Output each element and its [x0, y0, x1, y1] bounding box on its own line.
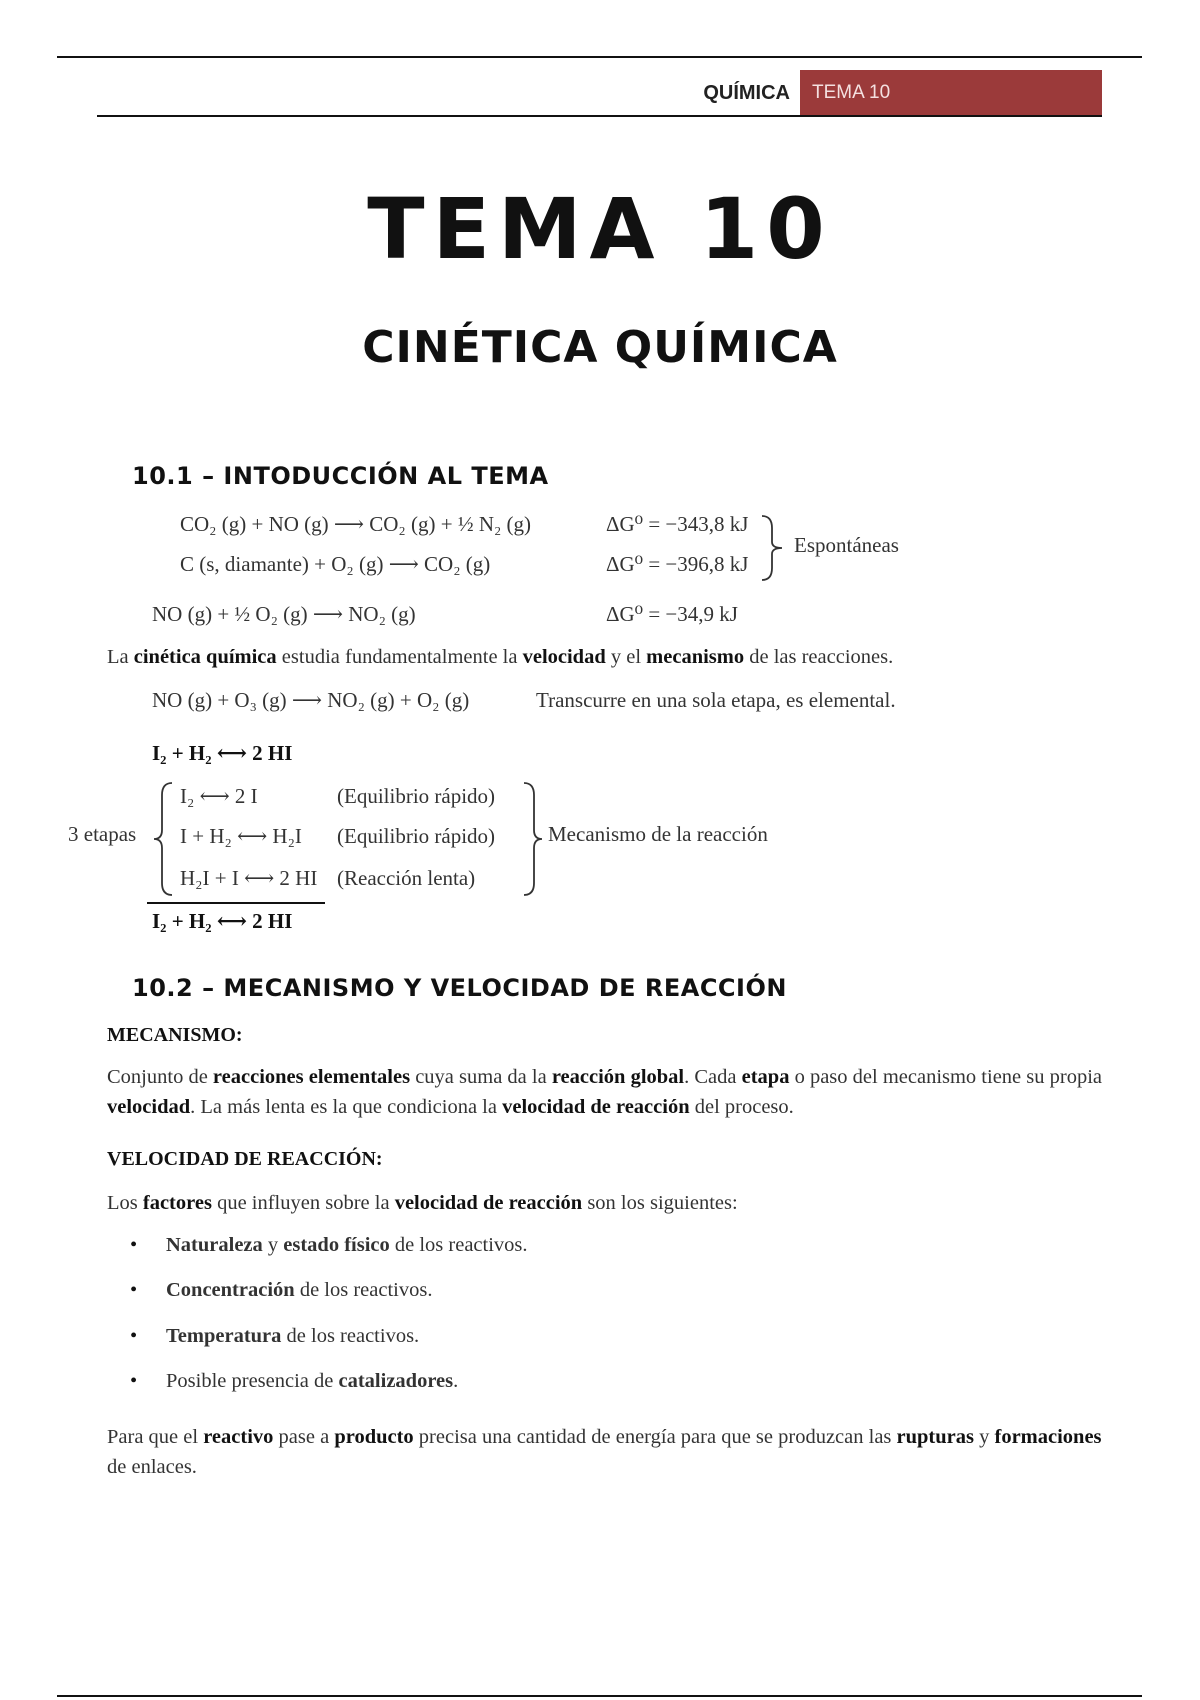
reaction-1: CO₂ (g) + NO (g) ⟶ CO₂ (g) + ½ N₂ (g): [180, 512, 532, 536]
step-2-type: (Equilibrio rápido): [337, 824, 496, 848]
section-heading-2: 10.2 – MECANISMO Y VELOCIDAD DE REACCIÓN: [132, 974, 787, 1002]
global-reaction: I₂ + H₂ ⟷ 2 HI: [152, 741, 293, 765]
factors-intro: Los factores que influyen sobre la velocidad de reacción son los siguientes:: [107, 1192, 738, 1214]
bullet-icon: •: [130, 1370, 138, 1392]
header-underline: [97, 115, 1102, 117]
energy-text: Para que el reactivo pase a producto precisa una cantidad de energía para que se produzcan las rupturas y formaciones de enlaces.: [107, 1426, 1102, 1478]
top-rule: [57, 56, 1142, 58]
spontaneous-label: Espontáneas: [794, 533, 899, 557]
bullet-icon: •: [130, 1325, 138, 1347]
header-tag: TEMA 10: [800, 70, 1102, 116]
reaction-2: C (s, diamante) + O₂ (g) ⟶ CO₂ (g): [180, 552, 491, 576]
step-3-type: (Reacción lenta): [337, 866, 476, 890]
bullet-icon: •: [130, 1234, 138, 1256]
elemental-reaction: NO (g) + O₃ (g) ⟶ NO₂ (g) + O₂ (g): [152, 688, 470, 712]
brace-steps-left: [152, 780, 174, 898]
step-2-eq: I + H₂ ⟷ H₂I: [180, 824, 302, 848]
factor-item: • Concentración de los reactivos.: [130, 1279, 433, 1301]
steps-label: 3 etapas: [68, 822, 137, 846]
step-3-eq: H₂I + I ⟷ 2 HI: [180, 866, 318, 890]
brace-spontaneous: [760, 512, 786, 584]
sum-line: [147, 902, 325, 904]
mechanism-label: Mecanismo de la reacción: [548, 822, 768, 846]
section-heading-1: 10.1 – INTODUCCIÓN AL TEMA: [132, 462, 549, 490]
bottom-rule: [57, 1695, 1142, 1697]
step-1-eq: I₂ ⟷ 2 I: [180, 784, 258, 808]
reaction-1-dg: ΔG⁰ = −343,8 kJ: [606, 512, 749, 536]
factor-item: • Naturaleza y estado físico de los reactivos.: [130, 1234, 528, 1256]
reaction-3: NO (g) + ½ O₂ (g) ⟶ NO₂ (g): [152, 602, 416, 626]
kinetics-definition: La cinética química estudia fundamentalmente la velocidad y el mecanismo de las reacciones.: [107, 646, 894, 668]
reaction-2-dg: ΔG⁰ = −396,8 kJ: [606, 552, 749, 576]
velocidad-title: VELOCIDAD DE REACCIÓN:: [107, 1148, 383, 1170]
bullet-icon: •: [130, 1279, 138, 1301]
mecanismo-text: Conjunto de reacciones elementales cuya suma da la reacción global. Cada etapa o paso del mecanismo tiene su propia velocidad. La más lenta es la que condiciona la velocidad de reacción del proceso.: [107, 1066, 1102, 1118]
factor-item: • Temperatura de los reactivos.: [130, 1325, 420, 1347]
step-1-type: (Equilibrio rápido): [337, 784, 496, 808]
sum-reaction: I₂ + H₂ ⟷ 2 HI: [152, 909, 293, 933]
header-subject: QUÍMICA: [703, 82, 790, 104]
mecanismo-title: MECANISMO:: [107, 1024, 243, 1046]
page-subtitle: CINÉTICA QUÍMICA: [362, 322, 838, 373]
elemental-note: Transcurre en una sola etapa, es elemental.: [536, 688, 896, 712]
brace-steps-right: [522, 780, 544, 898]
page-title: TEMA 10: [367, 180, 833, 278]
factor-item: • Posible presencia de catalizadores.: [130, 1370, 459, 1392]
reaction-3-dg: ΔG⁰ = −34,9 kJ: [606, 602, 738, 626]
